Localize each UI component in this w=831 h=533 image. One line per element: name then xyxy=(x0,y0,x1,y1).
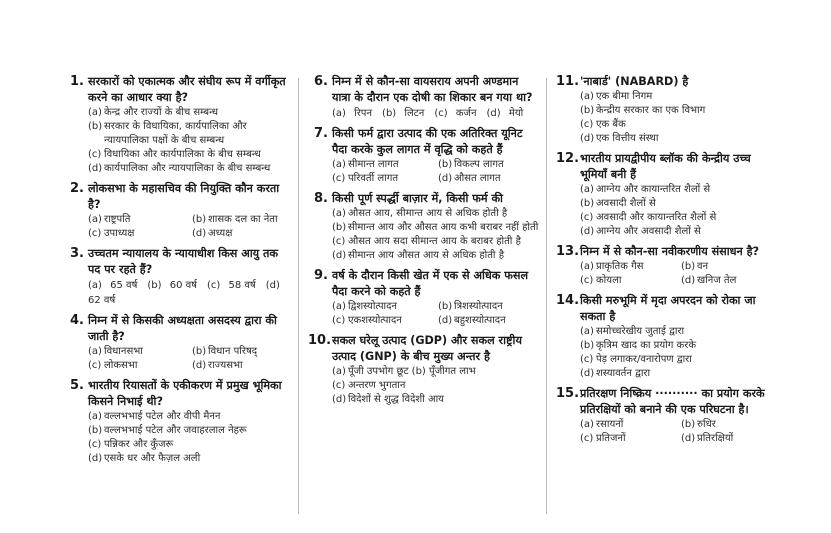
option-text: सीमान्त आय और औसत आय कभी बराबर नहीं होती xyxy=(348,222,539,233)
option xyxy=(681,432,778,446)
option-label: (a) xyxy=(88,214,102,225)
column-divider xyxy=(546,78,547,514)
question-text: सकल घरेलू उत्पाद (GDP) और सकल राष्ट्रीय उत्पाद (GNP) के बीच मुख्य अन्तर है xyxy=(332,334,522,363)
option-label: (d) xyxy=(438,315,453,326)
option xyxy=(580,325,778,339)
question-block xyxy=(556,151,778,239)
option-label: (a) xyxy=(332,366,346,377)
option xyxy=(580,260,677,274)
option-label: (d) xyxy=(438,173,453,184)
option xyxy=(332,108,377,119)
option-text: पन्निकर और कुँजरू xyxy=(104,439,174,450)
option xyxy=(681,274,778,288)
question-number: 11. xyxy=(556,74,580,89)
option xyxy=(580,104,778,118)
option-text: एक बैंक xyxy=(596,119,626,130)
question-text: भारतीय रियासतों के एकीकरण में प्रमुख भूमिका किसने निभाई थी? xyxy=(88,379,282,408)
option xyxy=(88,452,292,466)
option-label: (c) xyxy=(88,149,102,160)
option-text: रसायनों xyxy=(596,419,624,430)
question-block xyxy=(308,74,540,121)
option-text: 62 वर्ष xyxy=(88,295,116,306)
option-text: सीमान्त लागत xyxy=(348,159,399,170)
option-label: (b) xyxy=(192,214,207,225)
option xyxy=(580,353,778,367)
option-label: (a) xyxy=(580,184,594,195)
option-label: (a) xyxy=(88,411,102,422)
option-label: (a) xyxy=(332,208,346,219)
option xyxy=(438,172,540,186)
option xyxy=(207,280,261,291)
question-number: 3. xyxy=(70,246,84,261)
option-text: आग्नेय और कायान्तरित शैलों से xyxy=(596,184,711,195)
option-text: बहुशस्योत्पादन xyxy=(454,315,506,326)
option xyxy=(332,393,540,407)
option-text: 65 वर्ष xyxy=(110,280,138,291)
option-text: अवसादी और कायान्तरित शैलों से xyxy=(596,212,717,223)
options-row xyxy=(88,278,292,308)
question-text: प्रतिरक्षण निष्क्रिय ·········· का प्रयोग करके प्रतिरक्षियों को बनाने की एक परिघटना है। xyxy=(580,387,765,416)
question-number: 2. xyxy=(70,181,84,196)
question-text: निम्न में से कौन-सा वायसराय अपनी अण्डमान यात्रा के दौरान एक दोषी का शिकार बन गया था? xyxy=(332,75,533,104)
option xyxy=(332,235,540,249)
option xyxy=(88,120,292,148)
option-text: औसत आय, सीमान्त आय से अधिक होती है xyxy=(348,208,508,219)
option-text: विधान परिषद् xyxy=(208,346,258,357)
option-text: लोकसभा xyxy=(104,360,138,371)
option-label: (b) xyxy=(438,301,453,312)
option-text: लिटन xyxy=(404,108,425,119)
options-list xyxy=(332,300,540,328)
option-label: (c) xyxy=(580,119,594,130)
options-list xyxy=(88,410,292,466)
option xyxy=(332,172,434,186)
options-list xyxy=(88,106,292,176)
question-number: 6. xyxy=(314,74,328,89)
option xyxy=(88,227,188,241)
option-label: (c) xyxy=(332,380,346,391)
question-number: 15. xyxy=(556,386,580,401)
option-label: (d) xyxy=(88,453,103,464)
options-list xyxy=(580,183,778,239)
option-text: रिपन xyxy=(354,108,373,119)
option xyxy=(332,158,434,172)
option-label: (c) xyxy=(88,439,102,450)
option-text: पूँजी उपभोग छूट (b) पूँजीगत लाभ xyxy=(348,366,476,377)
option-label: (c) xyxy=(580,433,594,444)
option-label: (a) xyxy=(88,107,102,118)
option-text: द्विशस्योत्पादन xyxy=(348,301,397,312)
question-number: 4. xyxy=(70,313,84,328)
question-number: 14. xyxy=(556,293,580,308)
question-block xyxy=(556,244,778,288)
option-label: (a) xyxy=(332,301,346,312)
option xyxy=(332,221,540,235)
question-number: 8. xyxy=(314,191,328,206)
option xyxy=(88,345,188,359)
option-label: (b) xyxy=(192,346,207,357)
option xyxy=(438,158,540,172)
question-block xyxy=(308,268,540,328)
option-text: कृत्रिम खाद का प्रयोग करके xyxy=(596,340,696,351)
options-list xyxy=(332,207,540,263)
option-text: राज्यसभा xyxy=(208,360,243,371)
question-block xyxy=(64,181,292,241)
options-list xyxy=(332,365,540,407)
option-text: प्राकृतिक गैस xyxy=(596,261,644,272)
option xyxy=(382,108,429,119)
option-text: खनिज तेल xyxy=(697,275,737,286)
option-label: (b) xyxy=(438,159,453,170)
option-label: (a) xyxy=(88,346,102,357)
options-list xyxy=(580,90,778,146)
option xyxy=(332,365,540,379)
option xyxy=(681,418,778,432)
option-label: (b) xyxy=(147,280,162,291)
question-text: 'नाबार्ड' (NABARD) है xyxy=(580,75,689,88)
question-number: 7. xyxy=(314,126,328,141)
option xyxy=(580,418,677,432)
option-text: एकशस्योत्पादन xyxy=(348,315,402,326)
option xyxy=(580,339,778,353)
question-block xyxy=(64,378,292,466)
option-label: (c) xyxy=(580,212,594,223)
option xyxy=(88,410,292,424)
option-text: विदेशों से शुद्ध विदेशी आय xyxy=(348,394,444,405)
question-block xyxy=(64,74,292,176)
option xyxy=(332,207,540,221)
option xyxy=(580,183,778,197)
option xyxy=(88,359,188,373)
option-text: विधानसभा xyxy=(104,346,143,357)
option-text: अवसादी शैलों से xyxy=(596,198,656,209)
option-label: (b) xyxy=(382,108,397,119)
option-label: (c) xyxy=(580,354,594,365)
question-text: निम्न में से कौन-सा नवीकरणीय संसाधन है? xyxy=(580,245,760,258)
question-column-1 xyxy=(64,74,292,471)
option-text: मेयो xyxy=(508,108,524,119)
option-label: (a) xyxy=(332,159,346,170)
option-text: समोच्चरेखीय जुताई द्वारा xyxy=(596,326,685,337)
option-text: कार्यपालिका और न्यायपालिका के बीच सम्बन्ध xyxy=(104,163,271,174)
option-text: वल्लभभाई पटेल और जवाहरलाल नेहरू xyxy=(104,425,247,436)
option-label: (c) xyxy=(88,360,102,371)
option xyxy=(580,211,778,225)
option-label: (d) xyxy=(681,433,696,444)
question-text: सरकारों को एकात्मक और संघीय रूप में वर्गीकृत करने का आधार क्या है? xyxy=(88,75,286,104)
option-label: (b) xyxy=(580,198,595,209)
option xyxy=(438,314,540,328)
option-text: वल्लभभाई पटेल और वीपी मैनन xyxy=(104,411,221,422)
question-block xyxy=(64,313,292,373)
option-text: सरकार के विधायिका, कार्यपालिका और न्यायपालिका पक्षों के बीच सम्बन्ध xyxy=(104,121,247,146)
option xyxy=(192,359,292,373)
question-text: किसी फर्म द्वारा उत्पाद की एक अतिरिक्त यूनिट पैदा करके कुल लागत में वृद्धि को कहते हैं xyxy=(332,127,523,156)
question-block xyxy=(64,246,292,308)
option-text: कोयला xyxy=(596,275,622,286)
option-label: (d) xyxy=(580,368,595,379)
option-text: एक वित्तीय संस्था xyxy=(596,133,659,144)
question-block xyxy=(556,386,778,446)
option-label: (d) xyxy=(486,108,501,119)
question-block xyxy=(308,126,540,186)
question-number: 12. xyxy=(556,151,580,166)
option-text: विधायिका और कार्यपालिका के बीच सम्बन्ध xyxy=(104,149,261,160)
option-label: (d) xyxy=(332,394,347,405)
option xyxy=(438,300,540,314)
option xyxy=(88,213,188,227)
option xyxy=(88,280,142,291)
option-label: (b) xyxy=(681,419,696,430)
question-number: 10. xyxy=(308,333,332,348)
option-text: 58 वर्ष xyxy=(228,280,256,291)
option xyxy=(580,274,677,288)
option-label: (a) xyxy=(88,280,102,291)
options-list xyxy=(580,325,778,381)
option-text: शासक दल का नेता xyxy=(208,214,278,225)
option-text: परिवर्ती लागत xyxy=(348,173,399,184)
option-text: अन्तरण भुगतान xyxy=(348,380,406,391)
options-list xyxy=(332,158,540,186)
question-block xyxy=(556,74,778,146)
option xyxy=(88,162,292,176)
option-label: (a) xyxy=(580,261,594,272)
option-label: (c) xyxy=(332,236,346,247)
options-list xyxy=(580,418,778,446)
option-label: (c) xyxy=(434,108,448,119)
option-label: (d) xyxy=(580,226,595,237)
option-label: (d) xyxy=(192,360,207,371)
option-label: (d) xyxy=(332,250,347,261)
option-text: प्रतिरक्षियों xyxy=(697,433,734,444)
option-label: (c) xyxy=(332,315,346,326)
option-label: (d) xyxy=(192,228,207,239)
question-text: किसी मरुभूमि में मृदा अपरदन को रोका जा सकता है xyxy=(580,294,756,323)
question-text: भारतीय प्रायद्वीपीय ब्लॉक की केन्द्रीय उच्च भूमियाँ बनी हैं xyxy=(580,152,751,181)
option-label: (c) xyxy=(332,173,346,184)
option xyxy=(681,260,778,274)
option-label: (c) xyxy=(206,280,221,291)
option-text: अध्यक्ष xyxy=(208,228,233,239)
option-text: औसत लागत xyxy=(454,173,501,184)
question-number: 5. xyxy=(70,378,84,393)
option-label: (b) xyxy=(681,261,696,272)
question-block xyxy=(308,191,540,263)
option-label: (c) xyxy=(88,228,102,239)
option-label: (b) xyxy=(88,425,103,436)
option-label: (b) xyxy=(332,222,347,233)
option-label: (b) xyxy=(580,105,595,116)
option xyxy=(434,108,481,119)
option xyxy=(580,432,677,446)
option-label: (d) xyxy=(88,163,103,174)
question-text: निम्न में से किसकी अध्यक्षता असदस्य द्वारा की जाती है? xyxy=(88,314,277,343)
option-label: (a) xyxy=(580,419,594,430)
option-text: आग्नेय और अवसादी शैलों से xyxy=(596,226,701,237)
question-block xyxy=(556,293,778,381)
option-text: रुधिर xyxy=(697,419,716,430)
option xyxy=(332,379,540,393)
option-label: (a) xyxy=(580,326,594,337)
option-text: राष्ट्रपति xyxy=(104,214,131,225)
option xyxy=(580,225,778,239)
option-text: पेड़ लगाकर/वनारोपण द्वारा xyxy=(596,354,692,365)
option-text: विकल्प लागत xyxy=(454,159,504,170)
question-text: लोकसभा के महासचिव की नियुक्ति कौन करता है? xyxy=(88,182,280,211)
option xyxy=(88,424,292,438)
option-text: सीमान्त आय औसत आय से अधिक होती है xyxy=(348,250,505,261)
question-column-2 xyxy=(308,74,540,412)
option-text: प्रतिजनों xyxy=(596,433,626,444)
options-row xyxy=(332,106,540,121)
option-text: उपाध्यक्ष xyxy=(104,228,135,239)
option-text: त्रिशस्योत्पादन xyxy=(454,301,503,312)
options-list xyxy=(88,213,292,241)
option xyxy=(192,345,292,359)
question-number: 13. xyxy=(556,244,580,259)
option-text: केन्द्रीय सरकार का एक विभाग xyxy=(596,105,706,116)
option xyxy=(192,213,292,227)
question-number: 9. xyxy=(314,268,328,283)
option-label: (b) xyxy=(88,121,103,132)
option-label: (d) xyxy=(580,133,595,144)
option xyxy=(332,300,434,314)
options-list xyxy=(88,345,292,373)
option xyxy=(580,367,778,381)
option-text: 60 वर्ष xyxy=(169,280,197,291)
option-label: (b) xyxy=(580,340,595,351)
option xyxy=(147,280,202,291)
option-text: केन्द्र और राज्यों के बीच सम्बन्ध xyxy=(104,107,219,118)
option xyxy=(332,314,434,328)
option xyxy=(580,197,778,211)
option-text: औसत आय सदा सीमान्त आय के बराबर होती है xyxy=(348,236,521,247)
option-label: (a) xyxy=(332,108,346,119)
question-text: उच्चतम न्यायालय के न्यायाधीश किस आयु तक पद पर रहते हैं? xyxy=(88,247,279,276)
option xyxy=(332,249,540,263)
question-text: किसी पूर्ण स्पर्द्धी बाज़ार में, किसी फर्म की xyxy=(332,192,503,205)
option-text: एसके धर और फैज़ल अली xyxy=(104,453,201,464)
option xyxy=(88,148,292,162)
option xyxy=(580,118,778,132)
question-text: वर्ष के दौरान किसी खेत में एक से अधिक फसल पैदा करने को कहते हैं xyxy=(332,269,529,298)
options-list xyxy=(580,260,778,288)
option xyxy=(580,90,778,104)
option-label: (d) xyxy=(265,280,280,291)
option xyxy=(487,108,529,119)
option xyxy=(192,227,292,241)
question-column-3 xyxy=(556,74,778,451)
option-label: (a) xyxy=(580,91,594,102)
question-block xyxy=(308,333,540,407)
option xyxy=(88,438,292,452)
option-text: वन xyxy=(697,261,709,272)
option-text: एक बीमा निगम xyxy=(596,91,653,102)
option xyxy=(88,106,292,120)
option-label: (c) xyxy=(580,275,594,286)
option-text: कर्जन xyxy=(455,108,477,119)
option-label: (d) xyxy=(681,275,696,286)
column-divider xyxy=(298,78,299,514)
option xyxy=(580,132,778,146)
option-text: शस्यावर्तन द्वारा xyxy=(596,368,651,379)
question-number: 1. xyxy=(70,74,84,89)
